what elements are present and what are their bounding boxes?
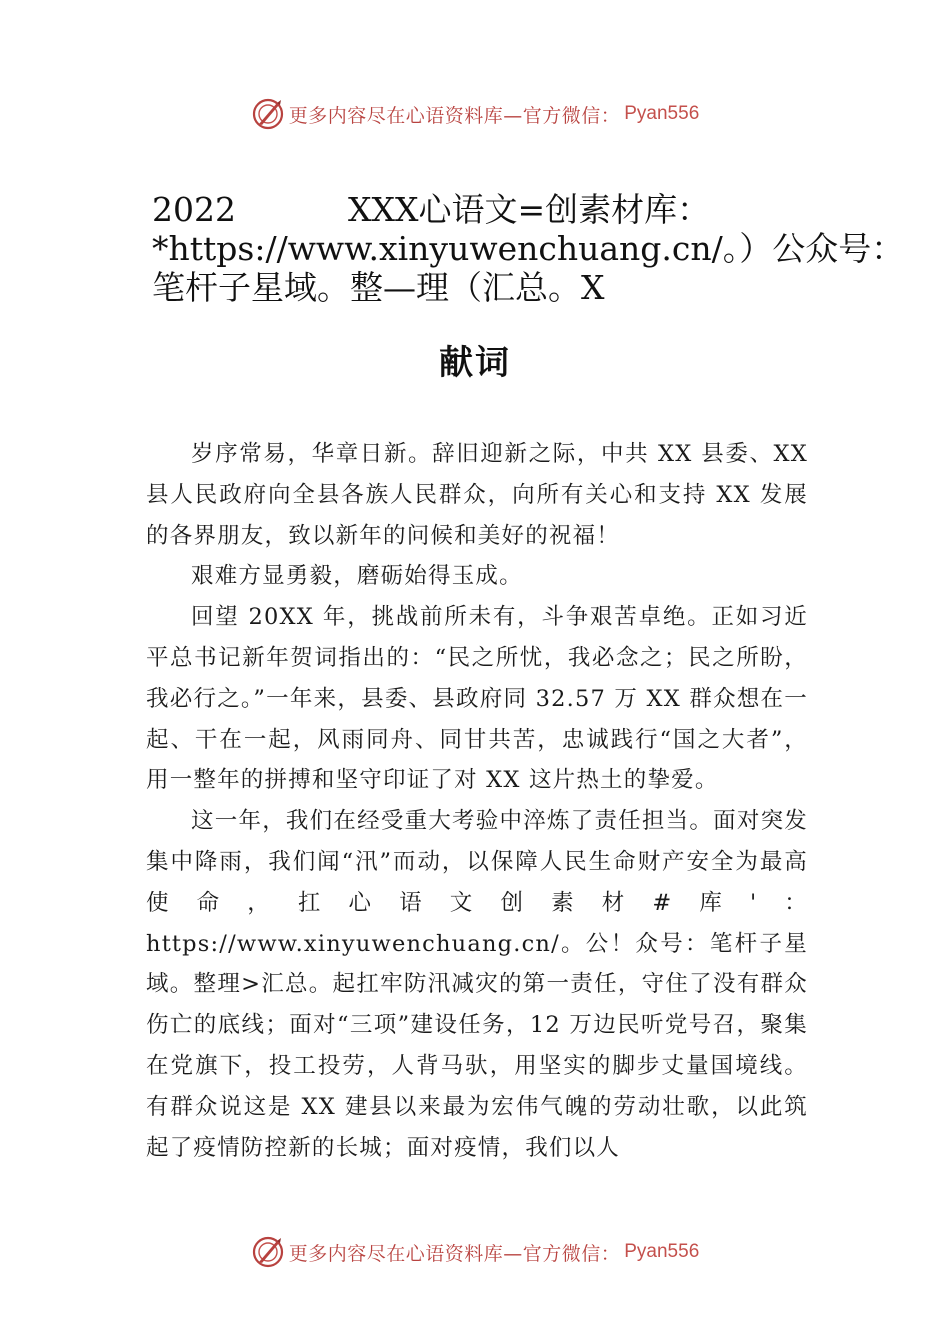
banner-text: 更多内容尽在心语资料库—官方微信： [288,1242,621,1265]
header-year: 2022 [152,190,236,229]
quill-logo-icon [251,97,285,131]
header-line-1 [152,190,852,229]
paragraph: 回望 20XX 年，挑战前所未有，斗争艰苦卓绝。正如习近平总书记新年贺词指出的：“民之所忧，我必念之；民之所盼，我必行之。”一年来，县委、县政府同 32.57 万 XX 群众想在一起、干在一起，风雨同舟、同甘共苦，忠诚践行“国之大者”，用一整年的拼搏和坚守印证了对 XX 这片热土的挚爱。 [146,604,808,794]
header-line-2: *https://www.xinyuwenchuang.cn/。）公众号： [152,229,905,268]
quill-logo-icon [251,1235,285,1269]
banner-wechat-id: Pyan556 [624,103,700,124]
banner-wechat-id: Pyan556 [624,1241,700,1262]
banner-text: 更多内容尽在心语资料库—官方微信： [288,104,621,127]
header-line-3: 笔杆子星域。整—理（汇总。X [152,268,605,307]
page-title: 献词 [439,343,511,383]
paragraph: 岁序常易，华章日新。辞旧迎新之际，中共 XX 县委、XX 县人民政府向全县各族人民群众，向所有关心和支持 XX 发展的各界朋友，致以新年的问候和美好的祝福！ [146,441,808,549]
paragraph: 艰难方显勇毅，磨砺始得玉成。 [191,563,523,590]
bottom-banner [0,1230,950,1274]
top-banner [0,92,950,136]
document-header [152,190,905,307]
header-line-1-rest: XXX心语文=创素材库： [348,190,711,229]
document-body [146,434,808,1168]
paragraph: 这一年，我们在经受重大考验中淬炼了责任担当。面对突发集中降雨，我们闻“汛”而动，以保障人民生命财产安全为最高使命，扛心语文创素材#库'：https://www.xinyuwenchuang.cn/。公！众号：笔杆子星域。整理>汇总。起扛牢防汛减灾的第一责任，守住了没有群众伤亡的底线；面对“三项”建设任务，12 万边民听党号召，聚集在党旗下，投工投劳，人背马驮，用坚实的脚步丈量国境线。有群众说这是 XX 建县以来最为宏伟气魄的劳动壮歌，以此筑起了疫情防控新的长城；面对疫情，我们以人 [146,808,808,1161]
